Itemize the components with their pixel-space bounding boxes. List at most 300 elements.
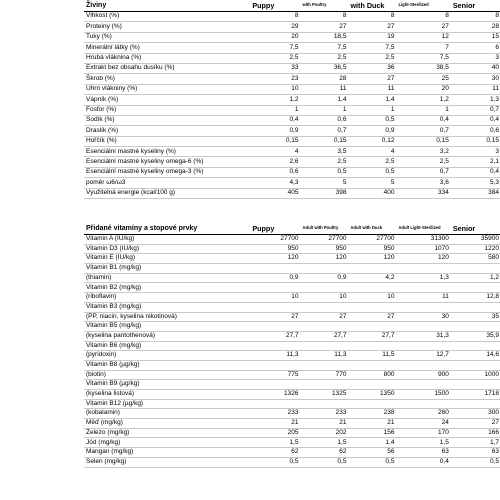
vitamins-value-cell: 1500 bbox=[396, 390, 450, 400]
nutrients-value-cell: 0,12 bbox=[348, 136, 396, 146]
nutrients-value-cell: 7 bbox=[396, 43, 450, 53]
vitamins-value-cell bbox=[300, 360, 348, 370]
nutrients-label-cell: Úhrn vlákniny (%) bbox=[84, 84, 250, 94]
vitamins-value-cell: 35,9 bbox=[451, 331, 500, 341]
vitamins-value-cell bbox=[396, 380, 450, 390]
nutrients-label-cell: Škrob (%) bbox=[84, 74, 250, 84]
nutrients-row bbox=[84, 147, 500, 157]
vitamins-value-cell: 120 bbox=[396, 254, 450, 264]
vitamins-value-cell: 156 bbox=[348, 428, 396, 438]
vitamins-value-cell bbox=[451, 302, 500, 312]
nutrients-value-cell: 7,5 bbox=[300, 43, 348, 53]
nutrients-row bbox=[84, 95, 500, 105]
vitamins-label-cell: Měď (mg/kg) bbox=[84, 419, 250, 429]
vitamins-label-cell: (thiamin) bbox=[84, 273, 250, 283]
vitamins-value-cell: 260 bbox=[396, 409, 450, 419]
vitamins-value-cell: 202 bbox=[300, 428, 348, 438]
nutrients-value-cell: 15 bbox=[451, 32, 500, 42]
nutrients-value-cell: 27 bbox=[348, 74, 396, 84]
vitamins-value-cell: 11,5 bbox=[348, 351, 396, 361]
vitamins-label-cell: Vitamin B3 (mg/kg) bbox=[84, 302, 250, 312]
nutrients-value-cell: 12 bbox=[396, 32, 450, 42]
vitamins-value-cell: 27,7 bbox=[348, 331, 396, 341]
vitamins-value-cell bbox=[250, 399, 300, 409]
vitamins-value-cell: 166 bbox=[451, 428, 500, 438]
vitamins-label-cell: Vitamin E (IU/kg) bbox=[84, 254, 250, 264]
nutrients-label-cell: poměr ω6/ω3 bbox=[84, 178, 250, 188]
nutrients-value-cell: 0,15 bbox=[396, 136, 450, 146]
vitamins-row bbox=[84, 302, 500, 312]
nutrients-value-cell: 0,7 bbox=[451, 105, 500, 115]
nutrients-value-cell: 0,6 bbox=[300, 115, 348, 125]
vitamins-value-cell: 27700 bbox=[250, 235, 300, 245]
nutrients-row bbox=[84, 12, 500, 22]
vitamins-value-cell bbox=[300, 399, 348, 409]
vitamins-value-cell: 21 bbox=[348, 419, 396, 429]
vitamins-value-cell bbox=[396, 322, 450, 332]
vitamins-value-cell bbox=[451, 283, 500, 293]
vitamins-value-cell: 775 bbox=[250, 370, 300, 380]
vitamins-row bbox=[84, 448, 500, 458]
vitamins-value-cell: 170 bbox=[396, 428, 450, 438]
vitamins-value-cell bbox=[250, 380, 300, 390]
vitamins-value-cell bbox=[451, 264, 500, 274]
vitamins-value-cell: 1,3 bbox=[396, 273, 450, 283]
vitamins-value-cell: 1,2 bbox=[451, 273, 500, 283]
nutrients-label-cell: Využitelná energie (kcal/100 g) bbox=[84, 188, 250, 198]
vitamins-value-cell: 27 bbox=[300, 312, 348, 322]
vitamins-value-cell bbox=[451, 322, 500, 332]
vitamins-value-cell: 10 bbox=[250, 293, 300, 303]
vitamins-value-cell bbox=[250, 283, 300, 293]
vitamins-value-cell bbox=[348, 399, 396, 409]
nutrients-value-cell: 4 bbox=[250, 147, 300, 157]
vitamins-value-cell: 1326 bbox=[250, 390, 300, 400]
vitamins-value-cell: 1220 bbox=[451, 244, 500, 254]
nutrients-value-cell: 3,6 bbox=[396, 178, 450, 188]
vitamins-value-cell: 300 bbox=[451, 409, 500, 419]
vitamins-value-cell bbox=[300, 264, 348, 274]
vitamins-value-cell bbox=[300, 341, 348, 351]
vitamins-value-cell: 1718 bbox=[451, 390, 500, 400]
vitamins-value-cell: 1,5 bbox=[300, 438, 348, 448]
vitamins-value-cell: 120 bbox=[300, 254, 348, 264]
nutrients-value-cell: 0,4 bbox=[451, 167, 500, 177]
nutrients-label-cell: Minerální látky (%) bbox=[84, 43, 250, 53]
nutrients-value-cell: 11 bbox=[348, 84, 396, 94]
vitamins-row bbox=[84, 351, 500, 361]
nutrients-row bbox=[84, 126, 500, 136]
nutrients-label-cell: Draslík (%) bbox=[84, 126, 250, 136]
nutrients-value-cell: 0,9 bbox=[250, 126, 300, 136]
nutrients-label-cell: Esenciální mastné kyseliny (%) bbox=[84, 147, 250, 157]
nutrients-row bbox=[84, 74, 500, 84]
nutrients-value-cell: 0,6 bbox=[250, 167, 300, 177]
vitamins-value-cell bbox=[250, 302, 300, 312]
vitamins-value-cell: 770 bbox=[300, 370, 348, 380]
vitamins-value-cell: 900 bbox=[396, 370, 450, 380]
nutrients-row bbox=[84, 63, 500, 73]
vitamins-value-cell: 27 bbox=[451, 419, 500, 429]
vitamins-row bbox=[84, 341, 500, 351]
vitamins-label-cell: Mangan (mg/kg) bbox=[84, 448, 250, 458]
nutrients-value-cell: 0,4 bbox=[451, 115, 500, 125]
nutrients-label-cell: Fosfor (%) bbox=[84, 105, 250, 115]
nutrients-value-cell: 1,3 bbox=[451, 95, 500, 105]
nutrients-value-cell: 2,5 bbox=[348, 157, 396, 167]
vitamins-value-cell: 0,4 bbox=[396, 457, 450, 467]
vitamins-label-cell: Vitamin A (IU/kg) bbox=[84, 235, 250, 245]
nutrients-label-cell: Esenciální mastné kyseliny omega-3 (%) bbox=[84, 167, 250, 177]
nutrients-value-cell: 0,15 bbox=[451, 136, 500, 146]
vitamins-value-cell: 950 bbox=[250, 244, 300, 254]
vitamins-value-cell: 12,7 bbox=[396, 351, 450, 361]
nutrients-value-cell: 384 bbox=[451, 188, 500, 198]
nutrients-value-cell: 1,2 bbox=[250, 95, 300, 105]
nutrients-row bbox=[84, 53, 500, 63]
vitamins-value-cell: 233 bbox=[300, 409, 348, 419]
vitamins-value-cell: 31,3 bbox=[396, 331, 450, 341]
nutrients-row bbox=[84, 43, 500, 53]
nutrients-value-cell: 2,1 bbox=[451, 157, 500, 167]
nutrients-value-cell: 23 bbox=[250, 74, 300, 84]
nutrients-value-cell: 3,2 bbox=[396, 147, 450, 157]
vitamins-value-cell: 1325 bbox=[300, 390, 348, 400]
vitamins-value-cell: 62 bbox=[300, 448, 348, 458]
vitamins-value-cell: 30 bbox=[396, 312, 450, 322]
nutrients-table bbox=[84, 0, 500, 199]
nutrients-value-cell: 3,5 bbox=[300, 147, 348, 157]
nutrients-value-cell: 2,5 bbox=[300, 157, 348, 167]
vitamins-value-cell bbox=[451, 399, 500, 409]
vitamins-value-cell: 4,2 bbox=[348, 273, 396, 283]
vitamins-value-cell: 63 bbox=[396, 448, 450, 458]
vitamins-value-cell bbox=[396, 264, 450, 274]
vitamins-header-cell: Adult Light-Sterilized bbox=[396, 223, 450, 235]
nutrients-value-cell: 1 bbox=[300, 105, 348, 115]
vitamins-row bbox=[84, 254, 500, 264]
nutrients-value-cell: 1,2 bbox=[396, 95, 450, 105]
vitamins-label-cell: (pyridoxin) bbox=[84, 351, 250, 361]
nutrients-header-row bbox=[84, 0, 500, 12]
nutrients-label-cell: Hořčík (%) bbox=[84, 136, 250, 146]
vitamins-value-cell: 10 bbox=[348, 293, 396, 303]
vitamins-header-row bbox=[84, 223, 500, 235]
nutrients-value-cell: 8 bbox=[348, 12, 396, 22]
nutrients-value-cell: 7,5 bbox=[396, 53, 450, 63]
nutrients-row bbox=[84, 84, 500, 94]
vitamins-value-cell: 31300 bbox=[396, 235, 450, 245]
nutrients-header-cell: with Duck bbox=[348, 0, 396, 12]
vitamins-row bbox=[84, 457, 500, 467]
vitamins-value-cell: 800 bbox=[348, 370, 396, 380]
nutrients-value-cell: 27 bbox=[300, 22, 348, 32]
nutrients-value-cell: 0,9 bbox=[348, 126, 396, 136]
vitamins-label-cell: (PP, niacin, kyselina nikotinová) bbox=[84, 312, 250, 322]
nutrients-value-cell: 20 bbox=[250, 32, 300, 42]
vitamins-label-cell: (kyselina listová) bbox=[84, 390, 250, 400]
nutrients-value-cell: 0,7 bbox=[396, 126, 450, 136]
nutrients-value-cell: 5 bbox=[300, 178, 348, 188]
nutrients-value-cell: 0,5 bbox=[348, 167, 396, 177]
vitamins-value-cell: 12,8 bbox=[451, 293, 500, 303]
vitamins-row bbox=[84, 409, 500, 419]
vitamins-label-cell: Jód (mg/kg) bbox=[84, 438, 250, 448]
nutrients-value-cell: 2,5 bbox=[250, 53, 300, 63]
vitamins-value-cell: 950 bbox=[300, 244, 348, 254]
nutrients-value-cell: 2,6 bbox=[250, 157, 300, 167]
nutrients-value-cell: 400 bbox=[348, 188, 396, 198]
vitamins-value-cell bbox=[451, 360, 500, 370]
nutrients-label-cell: Proteiny (%) bbox=[84, 22, 250, 32]
nutrients-label-cell: Vápník (%) bbox=[84, 95, 250, 105]
vitamins-value-cell bbox=[396, 399, 450, 409]
vitamins-value-cell bbox=[300, 380, 348, 390]
vitamins-value-cell: 27700 bbox=[348, 235, 396, 245]
vitamins-value-cell: 950 bbox=[348, 244, 396, 254]
nutrients-value-cell: 7,5 bbox=[348, 43, 396, 53]
vitamins-value-cell bbox=[250, 341, 300, 351]
nutrients-label-cell: Esenciální mastné kyseliny omega-6 (%) bbox=[84, 157, 250, 167]
vitamins-label-cell: Vitamin B6 (mg/kg) bbox=[84, 341, 250, 351]
nutrients-value-cell: 5 bbox=[348, 178, 396, 188]
vitamins-header-cell: Přidané vitamíny a stopové prvky bbox=[84, 223, 250, 235]
nutrients-value-cell: 36 bbox=[348, 63, 396, 73]
vitamins-value-cell bbox=[348, 283, 396, 293]
nutrients-row bbox=[84, 136, 500, 146]
nutrients-header-cell: with Poultry bbox=[300, 0, 348, 12]
vitamins-value-cell: 0,5 bbox=[300, 457, 348, 467]
vitamins-value-cell: 580 bbox=[451, 254, 500, 264]
vitamins-row bbox=[84, 283, 500, 293]
nutrients-value-cell: 11 bbox=[451, 84, 500, 94]
vitamins-header-cell: Puppy bbox=[250, 223, 300, 235]
vitamins-value-cell bbox=[348, 322, 396, 332]
vitamins-value-cell bbox=[451, 380, 500, 390]
vitamins-value-cell: 233 bbox=[250, 409, 300, 419]
vitamins-label-cell: (riboflavin) bbox=[84, 293, 250, 303]
nutrients-value-cell: 2,5 bbox=[348, 53, 396, 63]
vitamins-value-cell: 14,6 bbox=[451, 351, 500, 361]
vitamins-value-cell: 0,5 bbox=[348, 457, 396, 467]
vitamins-value-cell: 35 bbox=[451, 312, 500, 322]
vitamins-row bbox=[84, 419, 500, 429]
vitamins-row bbox=[84, 370, 500, 380]
vitamins-value-cell: 10 bbox=[300, 293, 348, 303]
vitamins-value-cell: 1000 bbox=[451, 370, 500, 380]
vitamins-value-cell: 56 bbox=[348, 448, 396, 458]
nutrients-value-cell: 0,7 bbox=[300, 126, 348, 136]
vitamins-header-cell: Adult with Poultry bbox=[300, 223, 348, 235]
nutrients-row bbox=[84, 167, 500, 177]
nutrients-row bbox=[84, 188, 500, 198]
nutrients-label-cell: Hrubá vláknina (%) bbox=[84, 53, 250, 63]
vitamins-value-cell bbox=[348, 360, 396, 370]
nutrients-label-cell: Vlhkost (%) bbox=[84, 12, 250, 22]
nutrients-value-cell: 25 bbox=[396, 74, 450, 84]
vitamins-value-cell bbox=[300, 322, 348, 332]
nutrients-value-cell: 8 bbox=[300, 12, 348, 22]
vitamins-value-cell: 1,4 bbox=[348, 438, 396, 448]
nutrients-value-cell: 2,5 bbox=[300, 53, 348, 63]
nutrients-value-cell: 8 bbox=[451, 12, 500, 22]
vitamins-value-cell bbox=[396, 360, 450, 370]
nutrients-value-cell: 3 bbox=[451, 53, 500, 63]
nutrients-row bbox=[84, 157, 500, 167]
nutrients-value-cell: 28 bbox=[300, 74, 348, 84]
nutrients-value-cell: 0,15 bbox=[300, 136, 348, 146]
vitamins-value-cell: 1,7 bbox=[451, 438, 500, 448]
vitamins-row bbox=[84, 360, 500, 370]
vitamins-row bbox=[84, 244, 500, 254]
vitamins-value-cell: 0,5 bbox=[250, 457, 300, 467]
vitamins-value-cell: 21 bbox=[250, 419, 300, 429]
nutrients-value-cell: 27 bbox=[348, 22, 396, 32]
vitamins-value-cell: 27700 bbox=[300, 235, 348, 245]
nutrients-label-cell: Extrakt bez obsahu dusíku (%) bbox=[84, 63, 250, 73]
vitamins-value-cell: 24 bbox=[396, 419, 450, 429]
nutrients-header-cell: Puppy bbox=[250, 0, 300, 12]
vitamins-row bbox=[84, 399, 500, 409]
nutrients-value-cell: 11 bbox=[300, 84, 348, 94]
nutrients-value-cell: 1,4 bbox=[300, 95, 348, 105]
nutrients-value-cell: 0,5 bbox=[300, 167, 348, 177]
vitamins-value-cell: 63 bbox=[451, 448, 500, 458]
nutrients-value-cell: 1,4 bbox=[348, 95, 396, 105]
vitamins-value-cell: 27 bbox=[250, 312, 300, 322]
vitamins-label-cell: (kyselina pantothenová) bbox=[84, 331, 250, 341]
vitamins-row bbox=[84, 331, 500, 341]
vitamins-value-cell bbox=[250, 360, 300, 370]
vitamins-value-cell bbox=[300, 302, 348, 312]
nutrients-value-cell: 8 bbox=[396, 12, 450, 22]
vitamins-value-cell: 1070 bbox=[396, 244, 450, 254]
nutrients-value-cell: 3 bbox=[451, 147, 500, 157]
vitamins-value-cell bbox=[348, 302, 396, 312]
nutrients-value-cell: 30 bbox=[451, 74, 500, 84]
nutrients-row bbox=[84, 32, 500, 42]
vitamins-row bbox=[84, 273, 500, 283]
vitamins-label-cell: Vitamin B9 (µg/kg) bbox=[84, 380, 250, 390]
vitamins-row bbox=[84, 235, 500, 245]
nutrients-value-cell: 36,5 bbox=[300, 63, 348, 73]
vitamins-label-cell: (kobalamin) bbox=[84, 409, 250, 419]
nutrients-value-cell: 1 bbox=[396, 105, 450, 115]
nutrients-label-cell: Tuky (%) bbox=[84, 32, 250, 42]
vitamins-value-cell: 120 bbox=[348, 254, 396, 264]
vitamins-label-cell: Železo (mg/kg) bbox=[84, 428, 250, 438]
nutrients-value-cell: 10 bbox=[250, 84, 300, 94]
vitamins-label-cell: Vitamin B8 (µg/kg) bbox=[84, 360, 250, 370]
nutrients-value-cell: 33 bbox=[250, 63, 300, 73]
vitamins-label-cell: (biotin) bbox=[84, 370, 250, 380]
nutrients-value-cell: 18,5 bbox=[300, 32, 348, 42]
vitamins-value-cell: 0,9 bbox=[300, 273, 348, 283]
nutrients-value-cell: 0,4 bbox=[250, 115, 300, 125]
vitamins-row bbox=[84, 428, 500, 438]
nutrients-value-cell: 20 bbox=[396, 84, 450, 94]
vitamins-value-cell: 1,5 bbox=[250, 438, 300, 448]
nutrients-value-cell: 0,7 bbox=[396, 167, 450, 177]
vitamins-value-cell bbox=[348, 380, 396, 390]
vitamins-value-cell bbox=[396, 302, 450, 312]
nutrients-value-cell: 0,5 bbox=[348, 115, 396, 125]
nutrients-value-cell: 398 bbox=[300, 188, 348, 198]
vitamins-value-cell bbox=[396, 283, 450, 293]
vitamins-label-cell: Vitamin D3 (IU/kg) bbox=[84, 244, 250, 254]
vitamins-value-cell: 1,5 bbox=[396, 438, 450, 448]
vitamins-value-cell: 120 bbox=[250, 254, 300, 264]
vitamins-value-cell: 1350 bbox=[348, 390, 396, 400]
vitamins-value-cell: 62 bbox=[250, 448, 300, 458]
vitamins-header-cell: Senior bbox=[451, 223, 500, 235]
vitamins-value-cell bbox=[250, 264, 300, 274]
nutrients-header-cell: Light-Sterilized bbox=[396, 0, 450, 12]
vitamins-value-cell: 0,5 bbox=[451, 457, 500, 467]
nutrients-value-cell: 6 bbox=[451, 43, 500, 53]
nutrients-row bbox=[84, 22, 500, 32]
vitamins-row bbox=[84, 293, 500, 303]
vitamins-row bbox=[84, 390, 500, 400]
nutrients-value-cell: 7,5 bbox=[250, 43, 300, 53]
nutrients-value-cell: 0,4 bbox=[396, 115, 450, 125]
nutrients-value-cell: 29 bbox=[250, 22, 300, 32]
vitamins-value-cell bbox=[300, 283, 348, 293]
nutrients-value-cell: 0,15 bbox=[250, 136, 300, 146]
vitamins-value-cell: 11,3 bbox=[250, 351, 300, 361]
vitamins-row bbox=[84, 322, 500, 332]
vitamins-value-cell: 205 bbox=[250, 428, 300, 438]
vitamins-row bbox=[84, 380, 500, 390]
nutrients-value-cell: 4,3 bbox=[250, 178, 300, 188]
vitamins-label-cell: Vitamin B1 (mg/kg) bbox=[84, 264, 250, 274]
vitamins-value-cell: 35900 bbox=[451, 235, 500, 245]
vitamins-value-cell: 238 bbox=[348, 409, 396, 419]
vitamins-label-cell: Selen (mg/kg) bbox=[84, 457, 250, 467]
nutrients-value-cell: 1 bbox=[250, 105, 300, 115]
nutrients-value-cell: 0,6 bbox=[451, 126, 500, 136]
nutrients-value-cell: 5,3 bbox=[451, 178, 500, 188]
vitamins-value-cell: 21 bbox=[300, 419, 348, 429]
nutrients-value-cell: 19 bbox=[348, 32, 396, 42]
nutrients-value-cell: 38,5 bbox=[396, 63, 450, 73]
nutrients-row bbox=[84, 105, 500, 115]
vitamins-value-cell: 27 bbox=[348, 312, 396, 322]
nutrients-row bbox=[84, 178, 500, 188]
vitamins-value-cell bbox=[348, 341, 396, 351]
vitamins-header-cell: Adult with Duck bbox=[348, 223, 396, 235]
nutrients-value-cell: 334 bbox=[396, 188, 450, 198]
vitamins-label-cell: Vitamin B5 (mg/kg) bbox=[84, 322, 250, 332]
nutrients-value-cell: 40 bbox=[451, 63, 500, 73]
vitamins-table bbox=[84, 223, 500, 468]
nutrients-value-cell: 8 bbox=[250, 12, 300, 22]
vitamins-value-cell: 27,7 bbox=[250, 331, 300, 341]
nutrients-value-cell: 405 bbox=[250, 188, 300, 198]
nutrients-value-cell: 4 bbox=[348, 147, 396, 157]
vitamins-row bbox=[84, 438, 500, 448]
vitamins-value-cell bbox=[396, 341, 450, 351]
vitamins-label-cell: Vitamin B2 (mg/kg) bbox=[84, 283, 250, 293]
vitamins-value-cell: 27,7 bbox=[300, 331, 348, 341]
nutrients-value-cell: 1 bbox=[348, 105, 396, 115]
vitamins-value-cell bbox=[348, 264, 396, 274]
nutrients-header-cell: Senior bbox=[451, 0, 500, 12]
vitamins-value-cell: 0,9 bbox=[250, 273, 300, 283]
nutrients-value-cell: 27 bbox=[396, 22, 450, 32]
nutrients-value-cell: 28 bbox=[451, 22, 500, 32]
nutrients-header-cell: Živiny bbox=[84, 0, 250, 12]
